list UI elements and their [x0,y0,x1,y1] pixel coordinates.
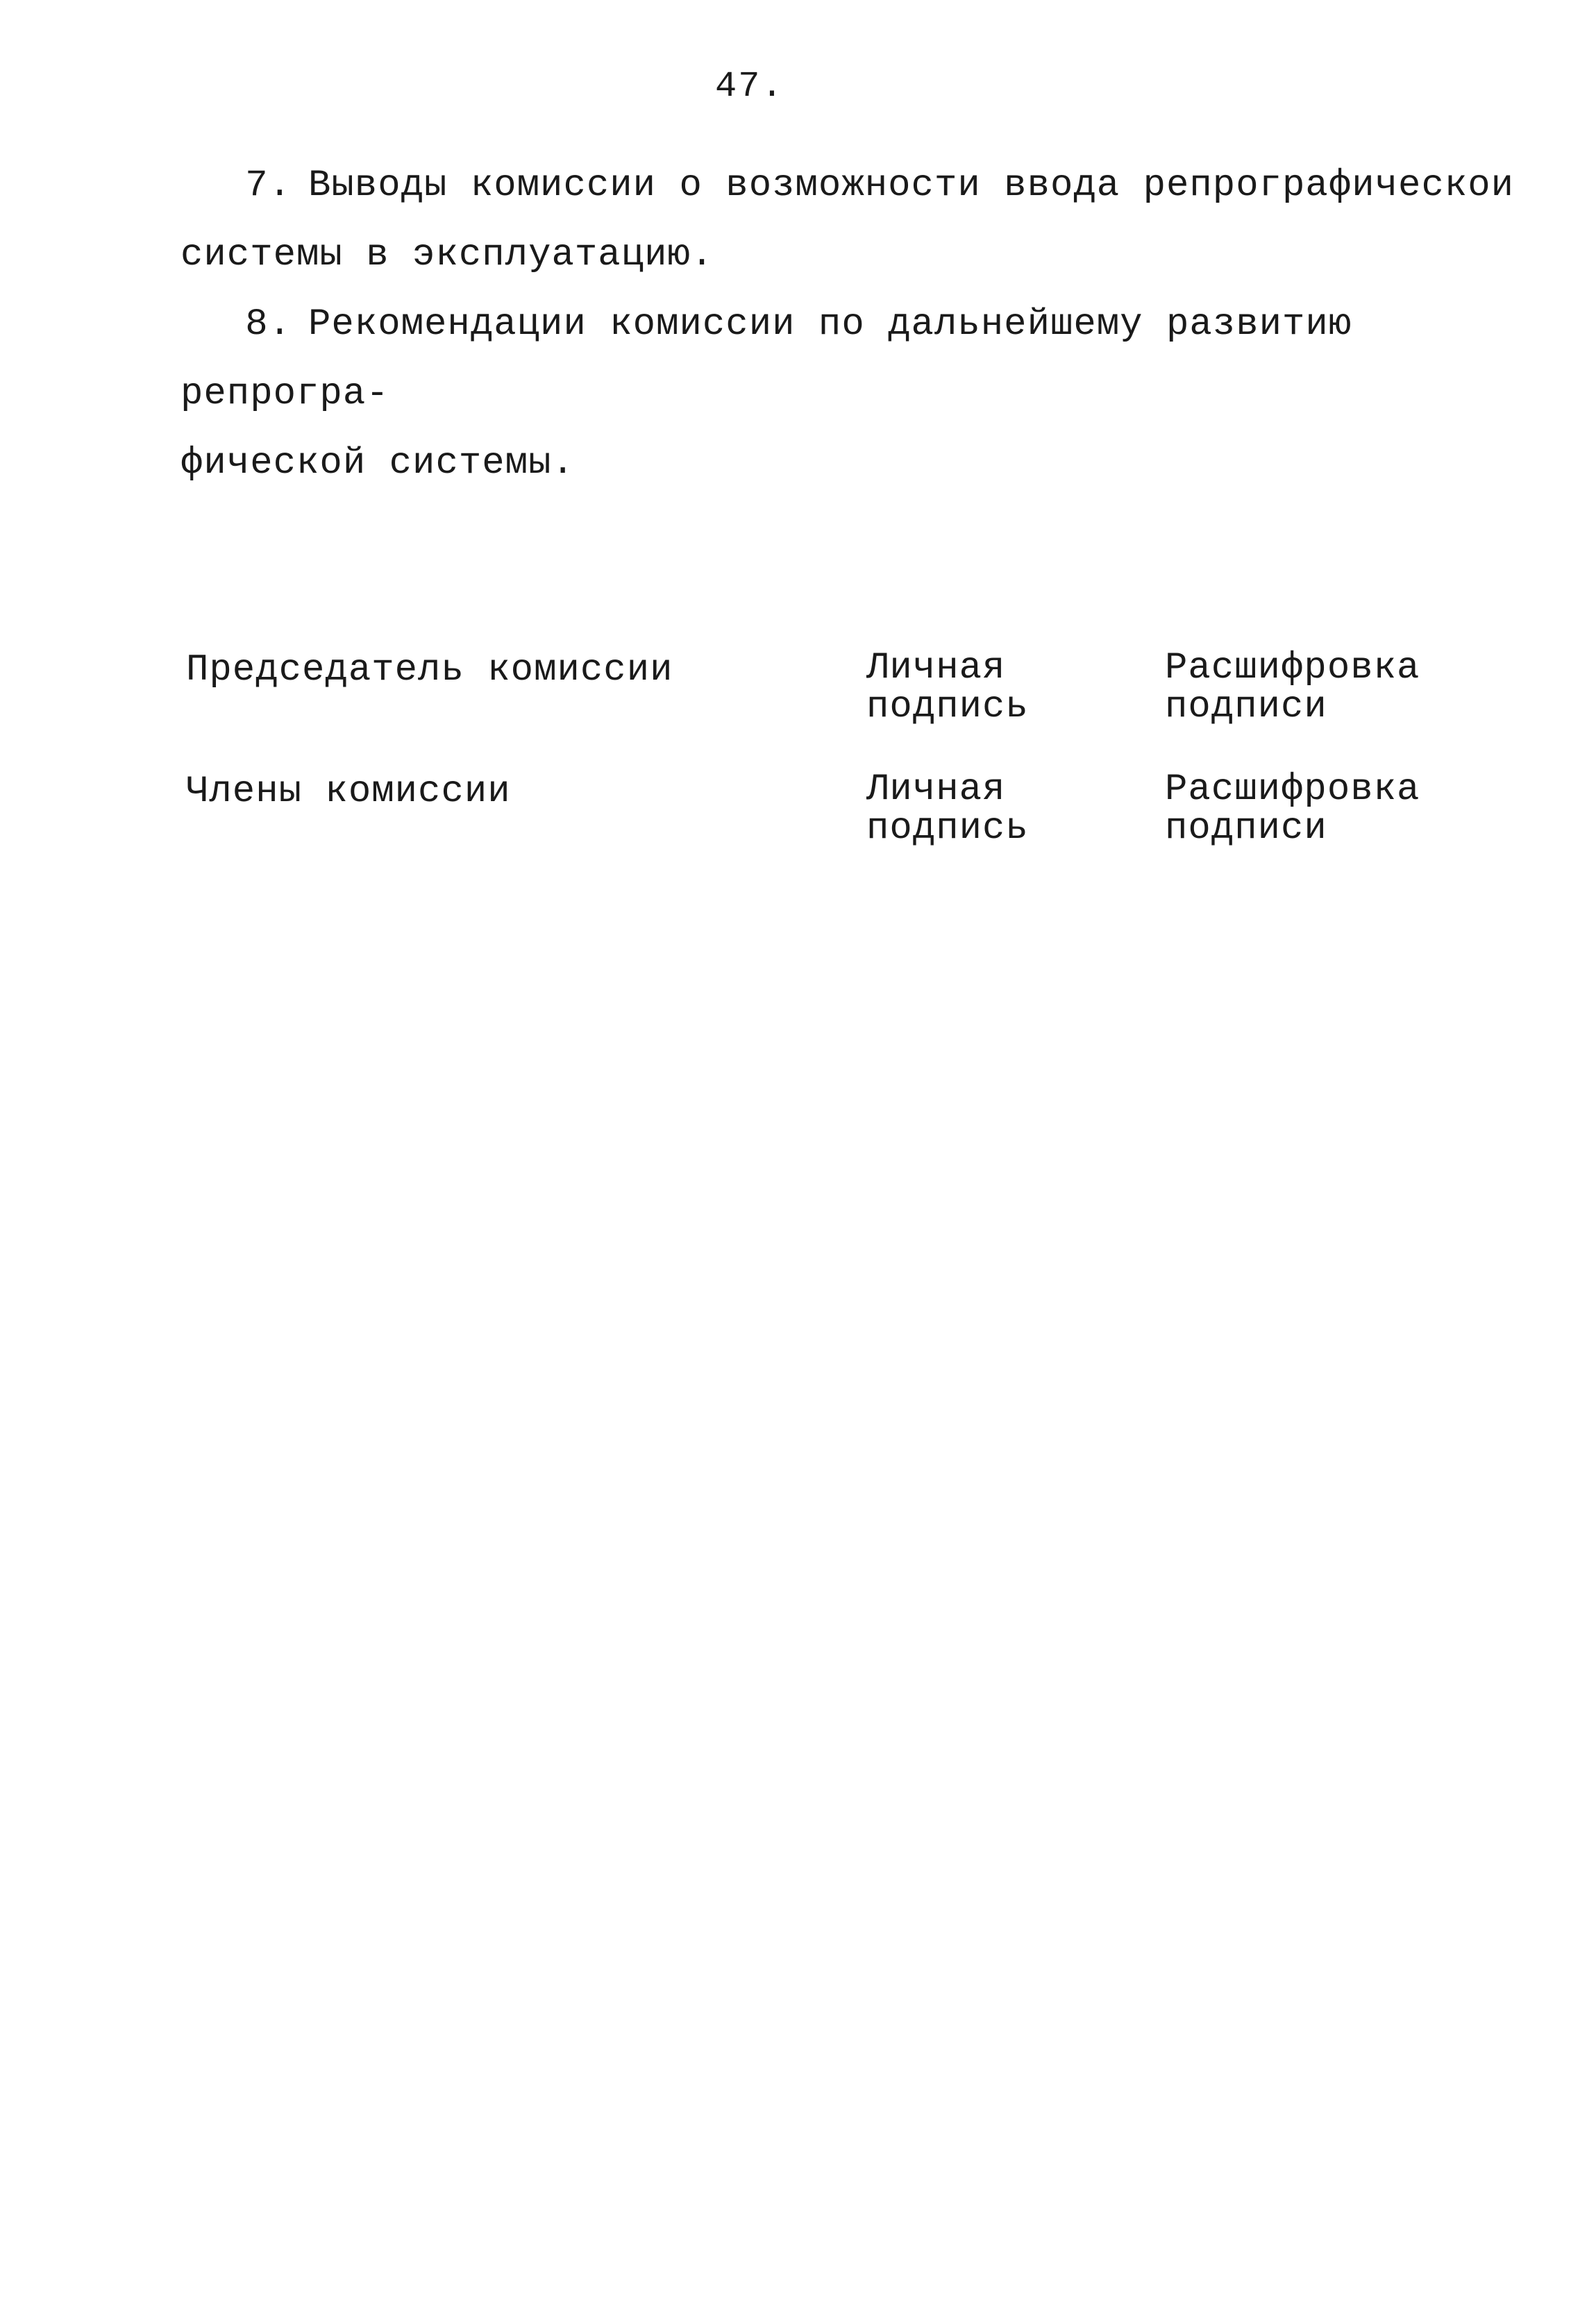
page-number: 47. [715,66,784,107]
list-item-8-line-1 [180,290,1534,429]
personal-signature-label [866,649,1029,727]
list-item-8 [180,290,1534,498]
list-item-8-text-1: Рекомендации комиссии по дальнейшему развитию репрогра- [180,303,1352,415]
personal-signature-label-2: подпись [866,807,1029,850]
list-item-7-text-2: системы в эксплуатацию. [180,234,714,276]
signature-role-members: Члены комиссии [186,771,511,813]
personal-signature-label [866,771,1029,848]
signature-decoding-label-1: Расшифровка [1165,769,1420,811]
list-item-7-number: 7. [245,165,292,207]
list-item-7-line-1 [180,151,1534,221]
signature-decoding-label-2: подписи [1165,686,1327,728]
signature-role-chairman: Председатель комиссии [186,649,673,691]
signature-decoding-label-1: Расшифровка [1165,647,1420,689]
personal-signature-label-2: подпись [866,686,1029,728]
list-item-8-text-2: фической системы. [180,442,575,485]
signature-decoding-label [1165,649,1420,727]
list-item-7-text-1: Выводы комиссии о возможности ввода репрографическои [308,165,1515,207]
signature-decoding-label-2: подписи [1165,807,1327,850]
list-item-7 [180,151,1534,290]
personal-signature-label-1: Личная [866,647,1006,689]
personal-signature-label-1: Личная [866,769,1006,811]
list-item-8-number: 8. [245,303,292,346]
signature-decoding-label [1165,771,1420,848]
signature-row-members [186,771,1477,861]
signature-row-chairman [186,649,1477,739]
